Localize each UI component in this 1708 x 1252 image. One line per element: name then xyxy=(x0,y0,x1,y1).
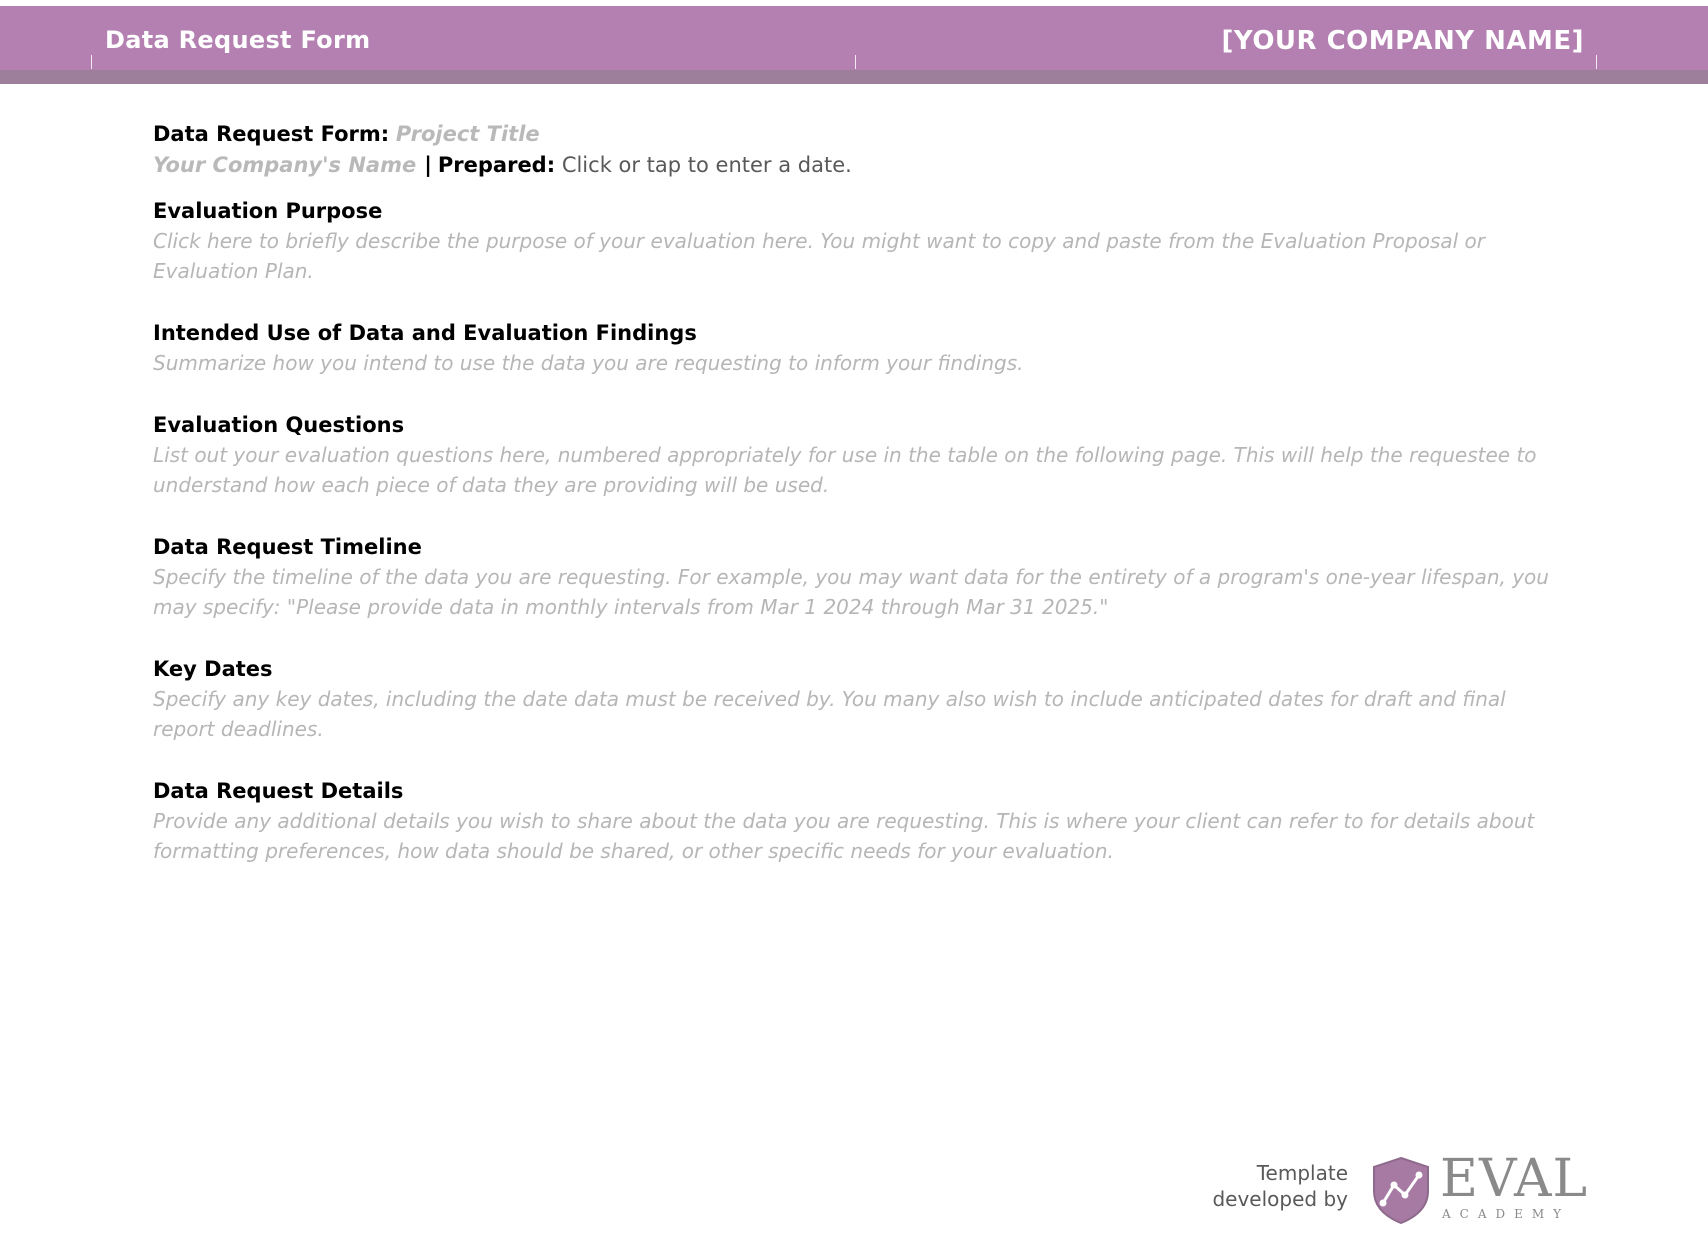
header-tick-middle xyxy=(855,55,856,69)
section-intended-use xyxy=(153,318,1573,378)
section-body-field[interactable]: Specify the timeline of the data you are requesting. For example, you may want data for the entirety of a program's one-year lifespan, you may specify: "Please provide data in monthly intervals from Mar 1 2024 through Mar 31 2025." xyxy=(153,565,1549,619)
header-tick-left xyxy=(91,55,92,69)
project-title-field[interactable]: Project Title xyxy=(395,122,540,146)
prepared-label: Prepared: xyxy=(437,153,556,177)
section-body-field[interactable]: Specify any key dates, including the date data must be received by. You many also wish to include anticipated dates for draft and final report deadlines. xyxy=(153,687,1506,741)
section-body-field[interactable]: List out your evaluation questions here, numbered appropriately for use in the table on the following page. This will help the requestee to understand how each piece of data they are providing will be used. xyxy=(153,443,1537,497)
section-heading: Data Request Timeline xyxy=(153,535,422,559)
logo-subtitle: ACADEMY xyxy=(1442,1207,1571,1221)
footer-line-2: developed by xyxy=(1212,1187,1348,1211)
section-data-request-timeline xyxy=(153,532,1573,622)
section-heading: Key Dates xyxy=(153,657,273,681)
form-label: Data Request Form: xyxy=(153,122,390,146)
prepared-date-picker[interactable]: Click or tap to enter a date. xyxy=(561,153,852,177)
footer-credit xyxy=(1212,1160,1348,1212)
project-title-line xyxy=(153,119,1573,150)
section-data-request-details xyxy=(153,776,1573,866)
form-meta xyxy=(153,119,1573,181)
section-body-field[interactable]: Click here to briefly describe the purpose of your evaluation here. You might want to copy and paste from the Evaluation Proposal or Evaluation Plan. xyxy=(153,229,1485,283)
header-company-name[interactable]: [YOUR COMPANY NAME] xyxy=(1221,26,1584,56)
company-name-field[interactable]: Your Company's Name xyxy=(153,153,417,177)
logo-wordmark: EVAL xyxy=(1440,1149,1589,1209)
header-tick-right xyxy=(1596,55,1597,69)
footer-line-1: Template xyxy=(1256,1161,1348,1185)
header-bar xyxy=(0,6,1708,70)
section-body-field[interactable]: Summarize how you intend to use the data you are requesting to inform your findings. xyxy=(153,351,1024,375)
separator: | xyxy=(424,153,432,177)
eval-academy-logo xyxy=(1370,1149,1589,1225)
section-evaluation-questions xyxy=(153,410,1573,500)
shield-logo-icon xyxy=(1370,1155,1432,1225)
section-body-field[interactable]: Provide any additional details you wish to share about the data you are requesting. This is where your client can refer to for details about formatting preferences, how data should be shared, or other specific needs for your evaluation. xyxy=(153,809,1535,863)
header-title: Data Request Form xyxy=(105,26,371,54)
section-heading: Evaluation Questions xyxy=(153,413,405,437)
header-accent-band xyxy=(0,70,1708,84)
section-heading: Intended Use of Data and Evaluation Findings xyxy=(153,321,697,345)
section-heading: Evaluation Purpose xyxy=(153,199,383,223)
section-heading: Data Request Details xyxy=(153,779,404,803)
section-key-dates xyxy=(153,654,1573,744)
section-evaluation-purpose xyxy=(153,196,1573,286)
company-prepared-line xyxy=(153,150,1573,181)
